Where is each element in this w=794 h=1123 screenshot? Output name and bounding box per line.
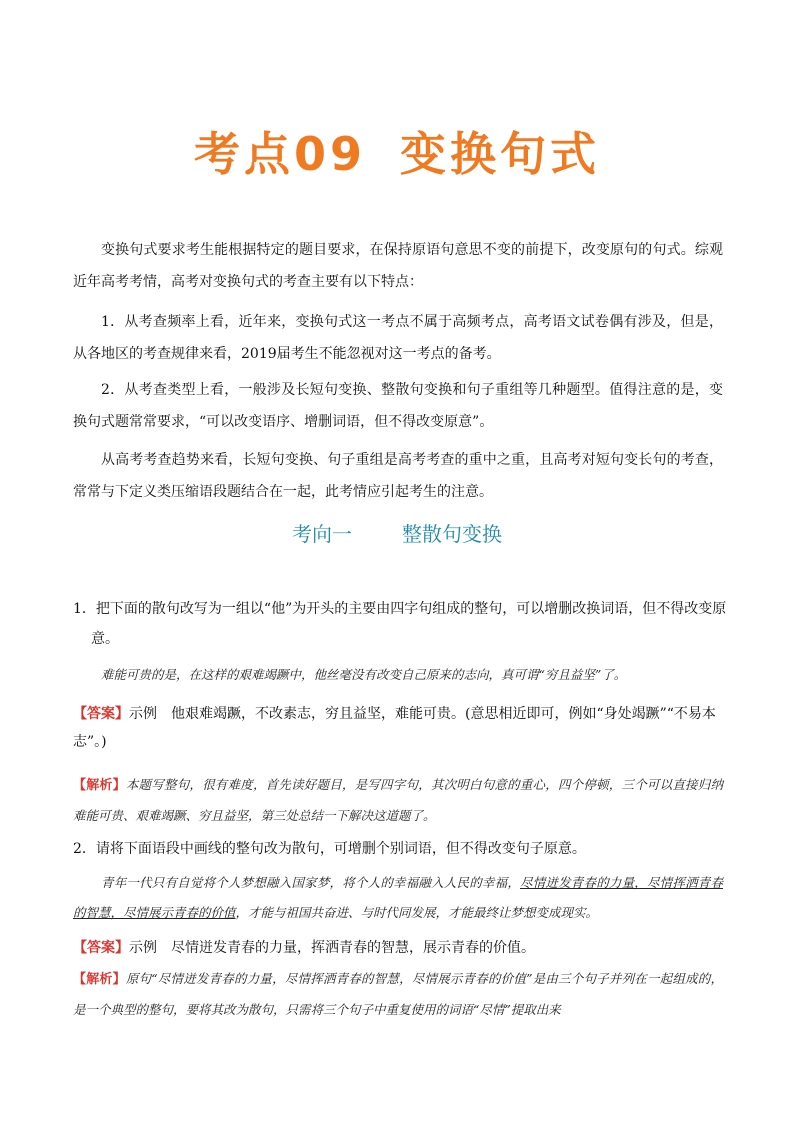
explanation-tag: 【解析】 [73,972,126,987]
answer-text: 示例 他艰难竭蹶，不改素志，穷且益坚，难能可贵。(意思相近即可，例如“身处竭蹶”“不易本志”。) [73,706,716,750]
question-2: 2．请将下面语段中画线的整句改为散句，可增删个别词语，但不得改变句子原意。 [73,841,586,857]
title-topic: 变换句式 [400,127,600,181]
question-1: 1．把下面的散句改写为一组以“他”为开头的主要由四字句组成的整句，可以增删改换词语，但不得改变原意。 [73,601,727,647]
intro-paragraph-1: 变换句式要求考生能根据特定的题目要求，在保持原语句意思不变的前提下，改变原句的句式。综观近年高考考情，高考对变换句式的考查主要有以下特点： [73,242,723,290]
page-title [0,118,794,184]
title-code: 考点09 [193,127,366,181]
question-1-answer [73,700,723,756]
intro-paragraph-4: 从高考考查趋势来看，长短句变换、句子重组是高考考查的重中之重，且高考对短句变长句的考查，常常与下定义类压缩语段题结合在一起，此考情应引起考生的注意。 [73,452,723,500]
intro-paragraph-2: 1．从考查频率上看，近年来，变换句式这一考点不属于高频考点，高考语文试卷偶有涉及，但是，从各地区的考查规律来看，2019届考生不能忽视对这一考点的备考。 [73,314,723,362]
passage-text: 青年一代只有自觉将个人梦想融入国家梦，将个人的幸福融入人民的幸福， [101,875,521,890]
question-1-explanation [73,770,723,831]
underlined-sentence: 尽情迸发青春的力量，尽情挥洒青春的智慧，尽情展示青春的价值 [73,875,723,920]
answer-text: 示例 尽情迸发青春的力量，挥洒青春的智慧，展示青春的价值。 [129,940,535,956]
explanation-text: 原句“尽情迸发青春的力量，尽情挥洒青春的智慧，尽情展示青春的价值”是由三个句子并列在一起组成的，是一个典型的整句，要将其改为散句，只需将三个句子中重复使用的词语“尽情”提取出来 [73,971,723,1017]
answer-tag: 【答案】 [73,940,129,956]
question-2-passage [73,868,723,928]
section-label: 考向一 [292,522,352,546]
question-1-passage: 难能可贵的是，在这样的艰难竭蹶中，他丝毫没有改变自己原来的志向，真可谓“穷且益坚”了。 [101,667,627,682]
explanation-tag: 【解析】 [73,778,126,793]
section-heading [0,518,794,547]
section-topic: 整散句变换 [402,522,502,546]
intro-paragraph-3: 2．从考查类型上看，一般涉及长短句变换、整散句变换和句子重组等几种题型。值得注意的是，变换句式题常常要求，“可以改变语序、增删词语，但不得改变原意”。 [73,382,723,430]
answer-tag: 【答案】 [73,706,129,722]
passage-text-end: ，才能与祖国共奋进、与时代同发展，才能最终让梦想变成现实。 [235,905,599,920]
question-2-answer [73,934,723,962]
explanation-text: 本题写整句，很有难度，首先读好题目，是写四字句，其次明白句意的重心，四个停顿，三个可以直接归纳难能可贵、艰难竭蹶、穷且益坚，第三处总结一下解决这道题了。 [73,777,723,823]
question-2-explanation [73,964,723,1025]
